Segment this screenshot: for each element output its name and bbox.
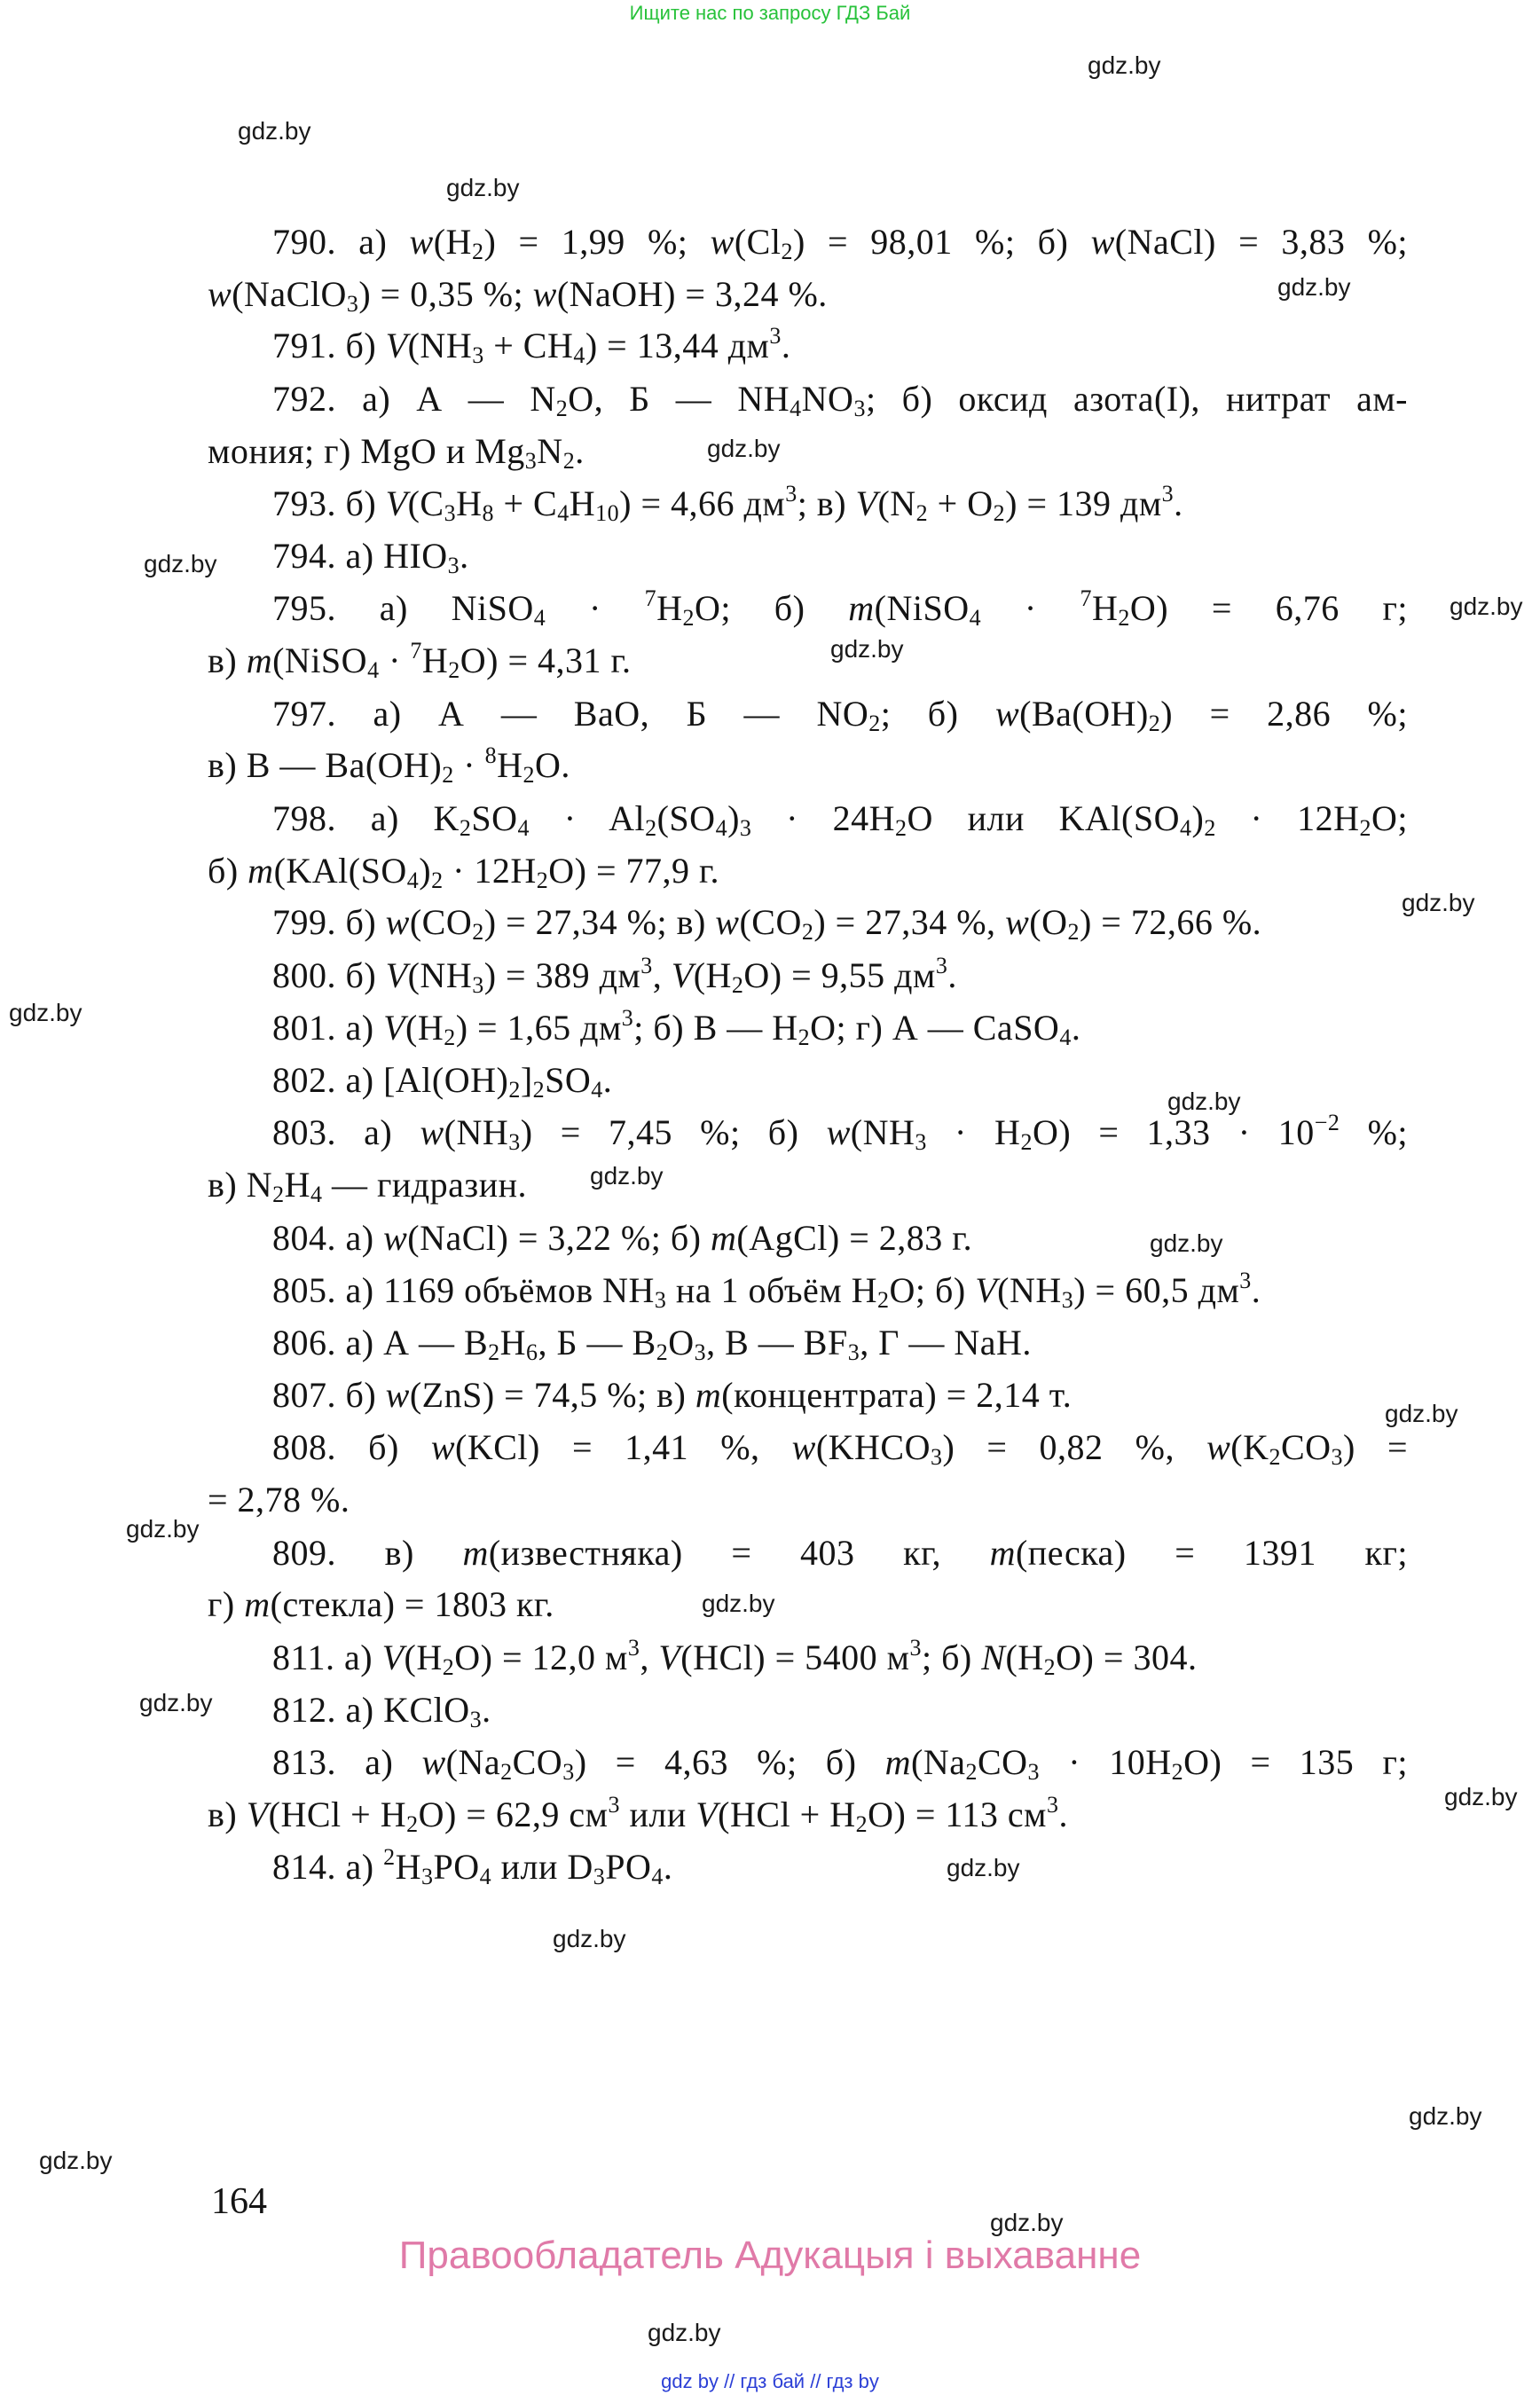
watermark: gdz.by (947, 1854, 1020, 1881)
page-number: 164 (211, 2181, 267, 2222)
answer-790: 790. а) $w(H_2) = 1,99$ %; $w(Cl_2) = 98,01$ %; б) w(NaCl) = 3,83 %; (272, 222, 1409, 264)
watermark: gdz.by (144, 550, 217, 577)
watermark: gdz.by (39, 2147, 113, 2174)
answer-795: 795. а) NiSO$_4$ · $^7H_2O$; б) m(NiSO$_4$ · $^7H_2O) = 6,76$ г; (272, 585, 1408, 631)
watermark: gdz.by (9, 999, 82, 1026)
answer-813: 813. а) $w(Na_2CO_3) = 4,63$ %; б) $m(Na_2CO_3 \cdot 10H_2O) = 135$ г; (272, 1742, 1408, 1785)
watermark: gdz.by (1277, 273, 1351, 301)
answer-798: 798. а) $K_2SO_4 \cdot Al_2(SO_4)_3 \cdot 24H_2O$ или $KAl(SO_4)_2 \cdot 12H_2O$; (272, 798, 1408, 841)
footer-links[interactable]: gdz by // гдз бай // гдз by (661, 2370, 879, 2392)
watermark: gdz.by (702, 1590, 775, 1617)
watermark: gdz.by (990, 2209, 1064, 2236)
answer-798-cont: б) $m(KAl(SO_4)_2 \cdot 12H_2O) = 77,9$ г. (208, 851, 719, 893)
watermark: gdz.by (446, 174, 520, 201)
answer-803: 803. а) $w(NH_3) = 7,45$ %; б) $w(NH_3 \cdot H_2O) = 1,33 \cdot 10^{-2}$ %; (272, 1110, 1409, 1155)
answer-805: 805. а) 1169 объёмов $NH_3$ на 1 объём $H_2O$; б) $V(NH_3) = 60,5$ $дм^3$. (272, 1268, 1261, 1313)
answer-804: 804. а) w(NaCl) = 3,22 %; б) m(AgCl) = 2,83 г. (272, 1218, 973, 1258)
answer-809-cont: г) m(стекла) = 1803 кг. (208, 1584, 554, 1624)
watermark: gdz.by (1450, 593, 1523, 620)
answer-807: 807. б) w(ZnS) = 74,5 %; в) m(концентрата) = 2,14 т. (272, 1375, 1072, 1415)
watermark: gdz.by (1088, 51, 1161, 79)
answer-802: 802. а) $[Al(OH)_2]_2SO_4$. (272, 1060, 613, 1103)
answer-808: 808. б) w(KCl) = 1,41 %, $w(KHCO_3) = 0,82$ %, $w(K_2CO_3)$ = (272, 1427, 1409, 1470)
watermark: gdz.by (1444, 1783, 1518, 1810)
watermark: gdz.by (238, 117, 311, 145)
answer-797: 797. а) А — BaO, Б — $NO_2$; б) $w(Ba(OH)_2) = 2,86$ %; (272, 694, 1408, 736)
watermark: gdz.by (1402, 889, 1475, 916)
watermark: gdz.by (553, 1925, 626, 1952)
answer-793: 793. б) $V(C_3H_8 + C_4H_{10}) = 4,66$ $дм^3$; в) $V(N_2 + O_2) = 139$ $дм^3$. (272, 481, 1183, 526)
watermark: gdz.by (139, 1689, 213, 1716)
answer-790-cont: w(NaClO$_3$) = 0,35 %; w(NaOH) = 3,24 %. (208, 274, 828, 317)
answer-792: 792. а) А — $N_2O$, Б — $NH_4NO_3$; б) оксид азота(I), нитрат ам- (272, 379, 1408, 421)
watermark: gdz.by (590, 1162, 664, 1190)
watermark: gdz.by (1385, 1400, 1458, 1427)
answer-797-cont: в) В — $Ba(OH)_2 \cdot ^8H_2O$. (208, 742, 570, 788)
answer-795-cont: в) m(NiSO$_4$ · $^7H_2O) = 4,31$ г. (208, 638, 632, 683)
answer-794: 794. а) $HIO_3$. (272, 536, 469, 578)
watermark: gdz.by (1150, 1229, 1223, 1257)
answer-799: 799. б) $w(CO_2) = 27,34$ %; в) $w(CO_2) = 27,34$ %, $w(O_2) = 72,66$ %. (272, 902, 1262, 945)
watermark: gdz.by (1409, 2102, 1482, 2130)
watermark: gdz.by (648, 2319, 721, 2346)
answer-792-cont: мония; г) MgO и $Mg_3N_2$. (208, 431, 585, 474)
answer-811: 811. а) $V(H_2O) = 12,0$ $м^3$, V(HCl) = 5400 $м^3$; б) $N(H_2O) = 304$. (272, 1635, 1198, 1680)
watermark: gdz.by (707, 435, 781, 462)
answer-809: 809. в) m(известняка) = 403 кг, m(песка) = 1391 кг; (272, 1533, 1408, 1573)
answer-806: 806. а) А — $B_2H_6$, Б — $B_2O_3$, В — $BF_3$, Г — NaH. (272, 1323, 1032, 1365)
copyright-holder: Правообладатель Адукацыя і выхаванне (398, 2234, 1142, 2277)
watermark: gdz.by (1167, 1088, 1241, 1115)
answer-800: 800. б) $V(NH_3) = 389$ $дм^3$, $V(H_2O) = 9,55$ $дм^3$. (272, 953, 957, 998)
answer-812: 812. а) KClO$_3$. (272, 1690, 491, 1732)
watermark: gdz.by (830, 635, 904, 663)
answer-813-cont: в) $V(HCl + H_2O) = 62,9$ $см^3$ или $V(HCl + H_2O) = 113$ $см^3$. (208, 1792, 1068, 1837)
answer-803-cont: в) $N_2H_4$ — гидразин. (208, 1165, 528, 1207)
answer-814: 814. а) $^2H_3PO_4$ или $D_3PO_4$. (272, 1844, 673, 1889)
top-banner[interactable]: Ищите нас по запросу ГДЗ Бай (629, 2, 911, 24)
watermark: gdz.by (126, 1515, 200, 1543)
answer-808-cont: = 2,78 %. (208, 1480, 350, 1520)
answer-791: 791. б) $V(NH_3 + CH_4) = 13,44$ $дм^3$. (272, 323, 791, 368)
answer-801: 801. а) $V(H_2) = 1,65$ $дм^3$; б) В — $H_2O$; г) А — CaSO$_4$. (272, 1005, 1081, 1050)
